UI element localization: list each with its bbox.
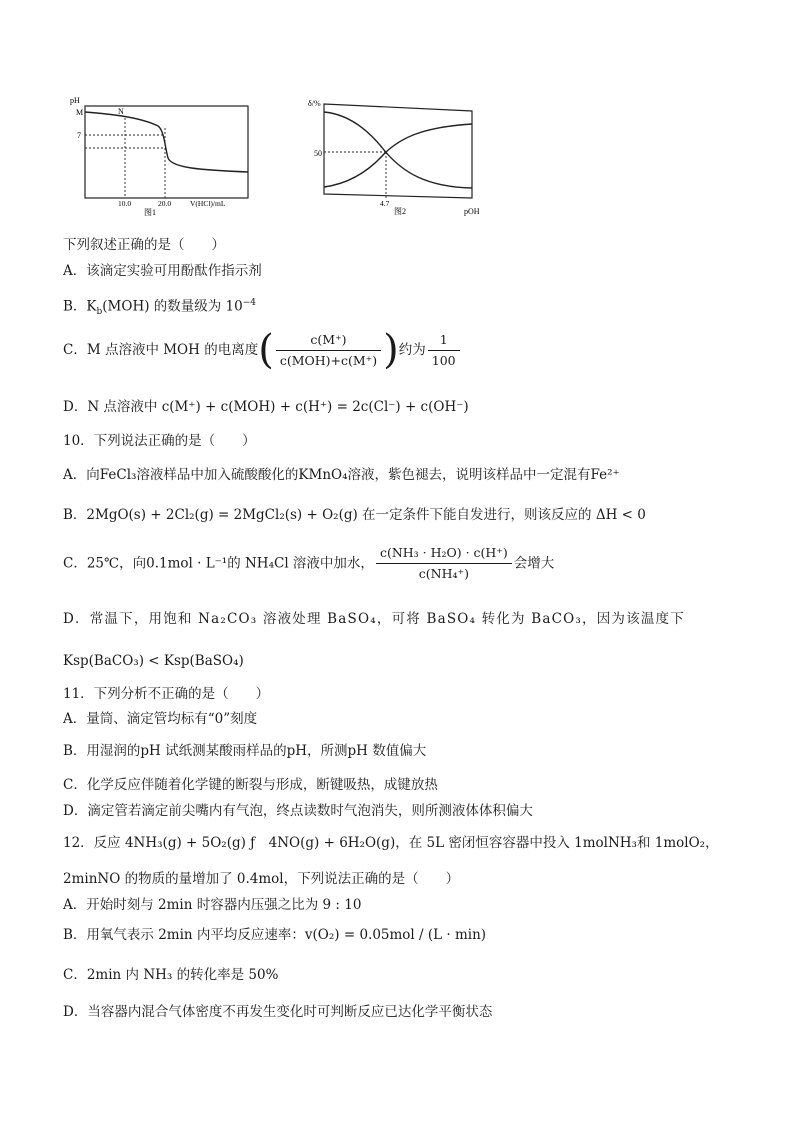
figure-2-curve-decreasing [324,112,472,188]
q9-c-ratio-den: 100 [431,352,456,368]
q9-c-paren-left: ( [258,327,274,373]
q10-option-d-line2: Ksp(BaCO₃) < Ksp(BaSO₄) [63,653,244,669]
q11-option-c: C．化学反应伴随着化学键的断裂与形成，断键吸热，成键放热 [63,777,438,793]
q9-option-b [63,294,256,321]
q9-c-ratio [428,331,460,370]
q9-option-c [63,327,462,376]
q9-b-kb-sub: b [96,307,103,318]
q10-c-prefix: C．25℃，向0.1mol · L⁻¹的 NH₄Cl 溶液中加水， [63,555,374,572]
q9-option-d: D．N 点溶液中 c(M⁺) + c(MOH) + c(H⁺) = 2c(Cl⁻) + c(OH⁻) [63,399,469,415]
q9-b-kb: K [86,298,97,315]
q12-option-b: B．用氧气表示 2min 内平均反应速率：v(O₂) = 0.05mol / (L · min) [63,927,487,943]
figure-1-curve [85,112,248,172]
q9-c-prefix: C．M 点溶液中 MOH 的电离度 [63,342,259,358]
figure-1-y-axis-label: pH [70,96,80,105]
q9-c-denominator: c(MOH)+c(M⁺) [279,352,378,368]
figure-2-curve-increasing [324,124,472,187]
q9-option-a: A．该滴定实验可用酚酞作指示剂 [63,263,262,279]
figure-1-titration-curve [70,92,260,222]
figure-2-y-tick: 50 [314,149,322,158]
figure-1-x-tick-20: 20.0 [158,199,172,208]
q11-option-b: B．用湿润的pH 试纸测某酸雨样品的pH，所测pH 数值偏大 [63,743,427,759]
figure-2-x-tick: 4.7 [380,199,390,208]
figure-1-svg [70,92,260,222]
q9-b-sup: −4 [242,298,257,308]
figure-2-y-axis-label: δ/% [308,99,321,108]
q10-option-d-line1: D．常温下，用饱和 Na₂CO₃ 溶液处理 BaSO₄，可将 BaSO₄ 转化为 BaCO₃，因为该温度下 [63,611,685,627]
q10-option-b: B．2MgO(s) + 2Cl₂(g) = 2MgCl₂(s) + O₂(g) 在一定条件下能自发进行，则该反应的 ΔH < 0 [63,507,646,523]
figure-1-point-m: M [76,108,84,117]
figure-1-caption: 图1 [144,208,156,217]
q11-stem: 11．下列分析不正确的是（ ） [63,686,270,702]
q12-option-d: D．当容器内混合气体密度不再发生变化时可判断反应已达化学平衡状态 [63,1004,493,1020]
q10-c-suffix: 会增大 [513,555,555,572]
figure-1-x-axis-label: V(HCl)/mL [190,199,226,208]
figure-1-y-tick: 7 [77,131,81,140]
q9-b-mid: (MOH) 的数量级为 10 [102,298,243,315]
figure-1-point-n: N [118,107,124,116]
q10-option-c [63,544,554,590]
figures-row [70,92,510,232]
q10-c-numerator: c(NH₃ · H₂O) · c(H⁺) [376,544,512,564]
q9-c-paren-right: ) [383,327,399,373]
q9-c-numerator: c(M⁺) [276,331,381,351]
q10-c-fraction [376,544,512,583]
figure-2-distribution-curve [306,92,506,222]
q10-stem: 10．下列说法正确的是（ ） [63,433,256,449]
q9-c-about: 约为 [398,342,426,358]
q10-option-a: A．向FeCl₃溶液样品中加入硫酸酸化的KMnO₄溶液，紫色褪去，说明该样品中一定混有Fe²⁺ [63,467,620,483]
q11-option-d: D．滴定管若滴定前尖嘴内有气泡，终点读数时气泡消失，则所测液体体积偏大 [63,803,533,819]
q9-c-fraction [276,331,381,370]
q9-b-prefix: B． [63,298,87,315]
figure-1-x-tick-10: 10.0 [118,199,132,208]
q9-stem: 下列叙述正确的是（ ） [63,237,225,253]
figure-2-caption: 图2 [394,207,406,216]
figure-2-x-axis-label: pOH [464,207,480,216]
q11-option-a: A．量筒、滴定管均标有“0”刻度 [63,711,258,727]
q12-stem-line2: 2minNO 的物质的量增加了 0.4mol，下列说法正确的是（ ） [63,871,460,887]
q10-c-denominator: c(NH₄⁺) [418,566,469,581]
q12-option-a: A．开始时刻与 2min 时容器内压强之比为 9 : 10 [63,897,362,913]
q12-stem-line1: 12．反应 4NH₃(g) + 5O₂(g) ƒ 4NO(g) + 6H₂O(g)，在 5L 密闭恒容容器中投入 1molNH₃和 1molO₂， [63,835,719,851]
q12-option-c: C．2min 内 NH₃ 的转化率是 50% [63,967,279,983]
q9-c-ratio-num: 1 [428,331,460,351]
figure-2-svg [306,92,506,222]
